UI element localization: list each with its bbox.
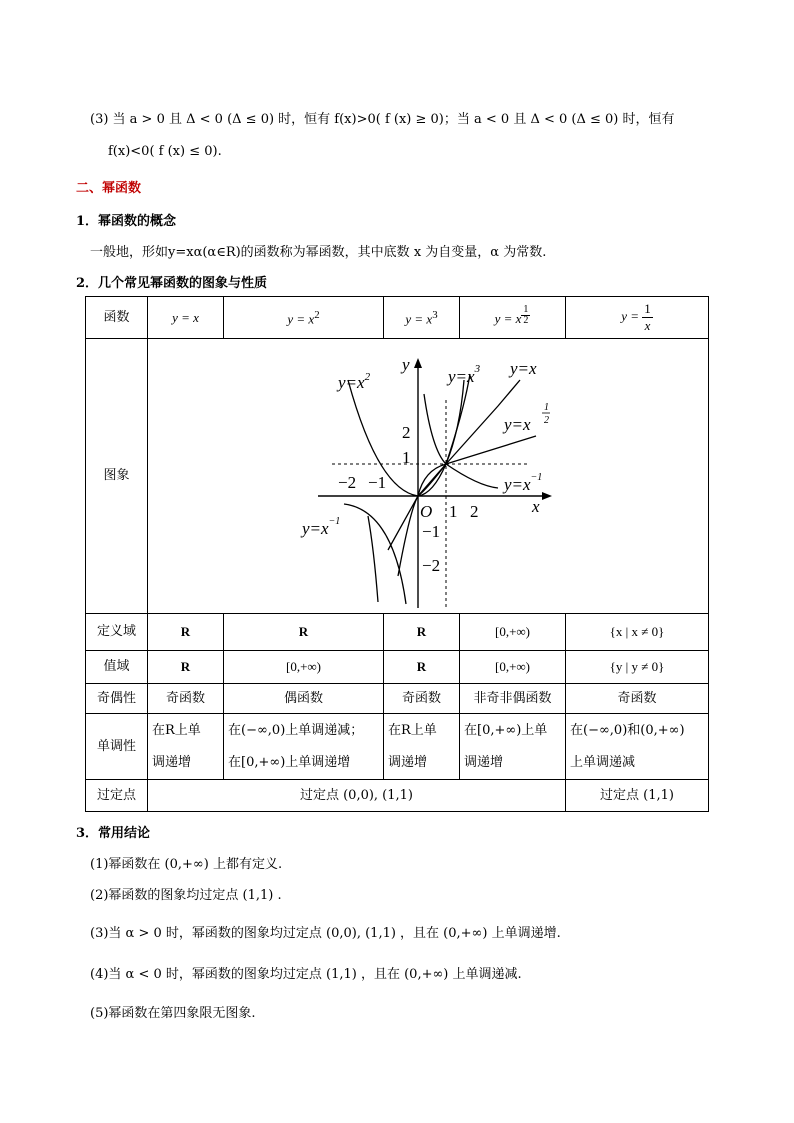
label-x-cubed: $y=x^3$ — [448, 362, 481, 386]
tick-x-minus1: −1 — [368, 472, 387, 492]
conclusion-item-5: (5)幂函数在第四象限无图象. — [90, 1006, 256, 1021]
domain-label: 定义域 — [86, 614, 148, 651]
parity-row — [86, 684, 709, 714]
fixed-label: 过定点 — [86, 780, 148, 812]
domain-c3: R — [384, 614, 460, 651]
conclusion-item-1: (1)幂函数在 (0,+∞) 上都有定义. — [90, 857, 283, 872]
label-inverse-right: $y=x^{-1}$ — [504, 471, 543, 494]
monotonic-c5: 在(−∞,0)和(0,+∞) 上单调递减 — [566, 714, 709, 780]
graph-row — [86, 339, 709, 614]
y-axis-label: y — [402, 354, 410, 374]
origin-label: O — [420, 501, 433, 521]
x-axis-label: x — [532, 496, 540, 516]
label-sqrt-exp-den: 2 — [544, 414, 549, 426]
parity-c5: 奇函数 — [566, 684, 709, 714]
common-heading: 2．几个常见幂函数的图象与性质 — [76, 276, 268, 291]
monotonic-c4: 在[0,+∞)上单 调递增 — [460, 714, 566, 780]
conclusion-item-2: (2)幂函数的图象均过定点 (1,1) . — [90, 888, 282, 903]
parity-label: 奇偶性 — [86, 684, 148, 714]
range-c3: R — [384, 651, 460, 684]
monotonic-c3: 在R上单 调递增 — [384, 714, 460, 780]
fixed-v1: 过定点 (0,0), (1,1) — [148, 780, 566, 812]
label-y-equals-x: y=x — [510, 358, 537, 378]
fixed-row — [86, 780, 709, 812]
section-title: 二、幂函数 — [76, 181, 142, 196]
concept-heading: 1．幂函数的概念 — [76, 214, 177, 229]
graph-cell — [148, 339, 709, 614]
range-c1: R — [148, 651, 224, 684]
domain-row — [86, 614, 709, 651]
y-arrow-icon — [414, 358, 422, 368]
monotonic-c1: 在R上单 调递增 — [148, 714, 224, 780]
range-c5: {y | y ≠ 0} — [566, 651, 709, 684]
parity-c3: 奇函数 — [384, 684, 460, 714]
label-sqrt: y=x — [504, 414, 531, 434]
monotonic-label: 单调性 — [86, 714, 148, 780]
parity-c4: 非奇非偶函数 — [460, 684, 566, 714]
range-label: 值域 — [86, 651, 148, 684]
tick-y-minus1: −1 — [422, 521, 441, 541]
header-f3: $y = x^3$ — [384, 297, 460, 339]
header-f5: y = $\frac{1}{x}$ — [566, 297, 709, 339]
label-inverse-left: $y=x^{-1}$ — [302, 515, 341, 538]
header-f4: y = x $^{\frac{1}{2}}$ — [460, 297, 566, 339]
header-row — [86, 297, 709, 339]
tick-x-1: 1 — [449, 501, 458, 521]
header-label: 函数 — [86, 297, 148, 339]
parity-c2: 偶函数 — [224, 684, 384, 714]
tick-y-minus2: −2 — [422, 555, 441, 575]
conclusion-item-3: (3)当 α > 0 时，幂函数的图象均过定点 (0,0), (1,1) ，且在 (0,+∞) 上单调递增. — [90, 926, 561, 941]
tick-x-minus2: −2 — [338, 472, 357, 492]
monotonic-row — [86, 714, 709, 780]
tick-x-2: 2 — [470, 501, 479, 521]
concept-text: 一般地，形如y=xα(α∈R)的函数称为幂函数，其中底数 x 为自变量，α 为常数. — [90, 245, 547, 260]
header-f2: $y = x^2$ — [224, 297, 384, 339]
intro-line-2: f(x)<0( f (x) ≤ 0). — [108, 144, 222, 159]
header-f1: y = x — [148, 297, 224, 339]
domain-c2: R — [224, 614, 384, 651]
label-x-squared: $y=x^2$ — [338, 370, 371, 392]
curve-inverse-left — [344, 504, 406, 604]
power-function-table — [85, 296, 709, 812]
tick-y-2: 2 — [402, 422, 411, 442]
graph-label: 图象 — [86, 339, 148, 614]
conclusion-item-4: (4)当 α < 0 时，幂函数的图象均过定点 (1,1) ，且在 (0,+∞) 上单调递减. — [90, 967, 522, 982]
domain-c4: [0,+∞) — [460, 614, 566, 651]
intro-line-1: (3) 当 a > 0 且 Δ < 0 (Δ ≤ 0) 时，恒有 f(x)>0( f (x) ≥ 0)；当 a < 0 且 Δ < 0 (Δ ≤ 0) 时，恒有 — [90, 112, 675, 127]
tick-y-1: 1 — [402, 447, 411, 467]
monotonic-c2: 在(−∞,0)上单调递减； 在[0,+∞)上单调递增 — [224, 714, 384, 780]
label-sqrt-exp-num: 1 — [544, 401, 549, 413]
power-function-graph — [148, 340, 708, 613]
range-c2: [0,+∞) — [224, 651, 384, 684]
conclusions-heading: 3．常用结论 — [76, 826, 151, 841]
range-row — [86, 651, 709, 684]
curve-inverse-left-2 — [368, 516, 378, 602]
parity-c1: 奇函数 — [148, 684, 224, 714]
x-arrow-icon — [542, 492, 552, 500]
domain-c5: {x | x ≠ 0} — [566, 614, 709, 651]
range-c4: [0,+∞) — [460, 651, 566, 684]
fixed-v2: 过定点 (1,1) — [566, 780, 709, 812]
domain-c1: R — [148, 614, 224, 651]
curve-x-cubed — [398, 380, 464, 576]
